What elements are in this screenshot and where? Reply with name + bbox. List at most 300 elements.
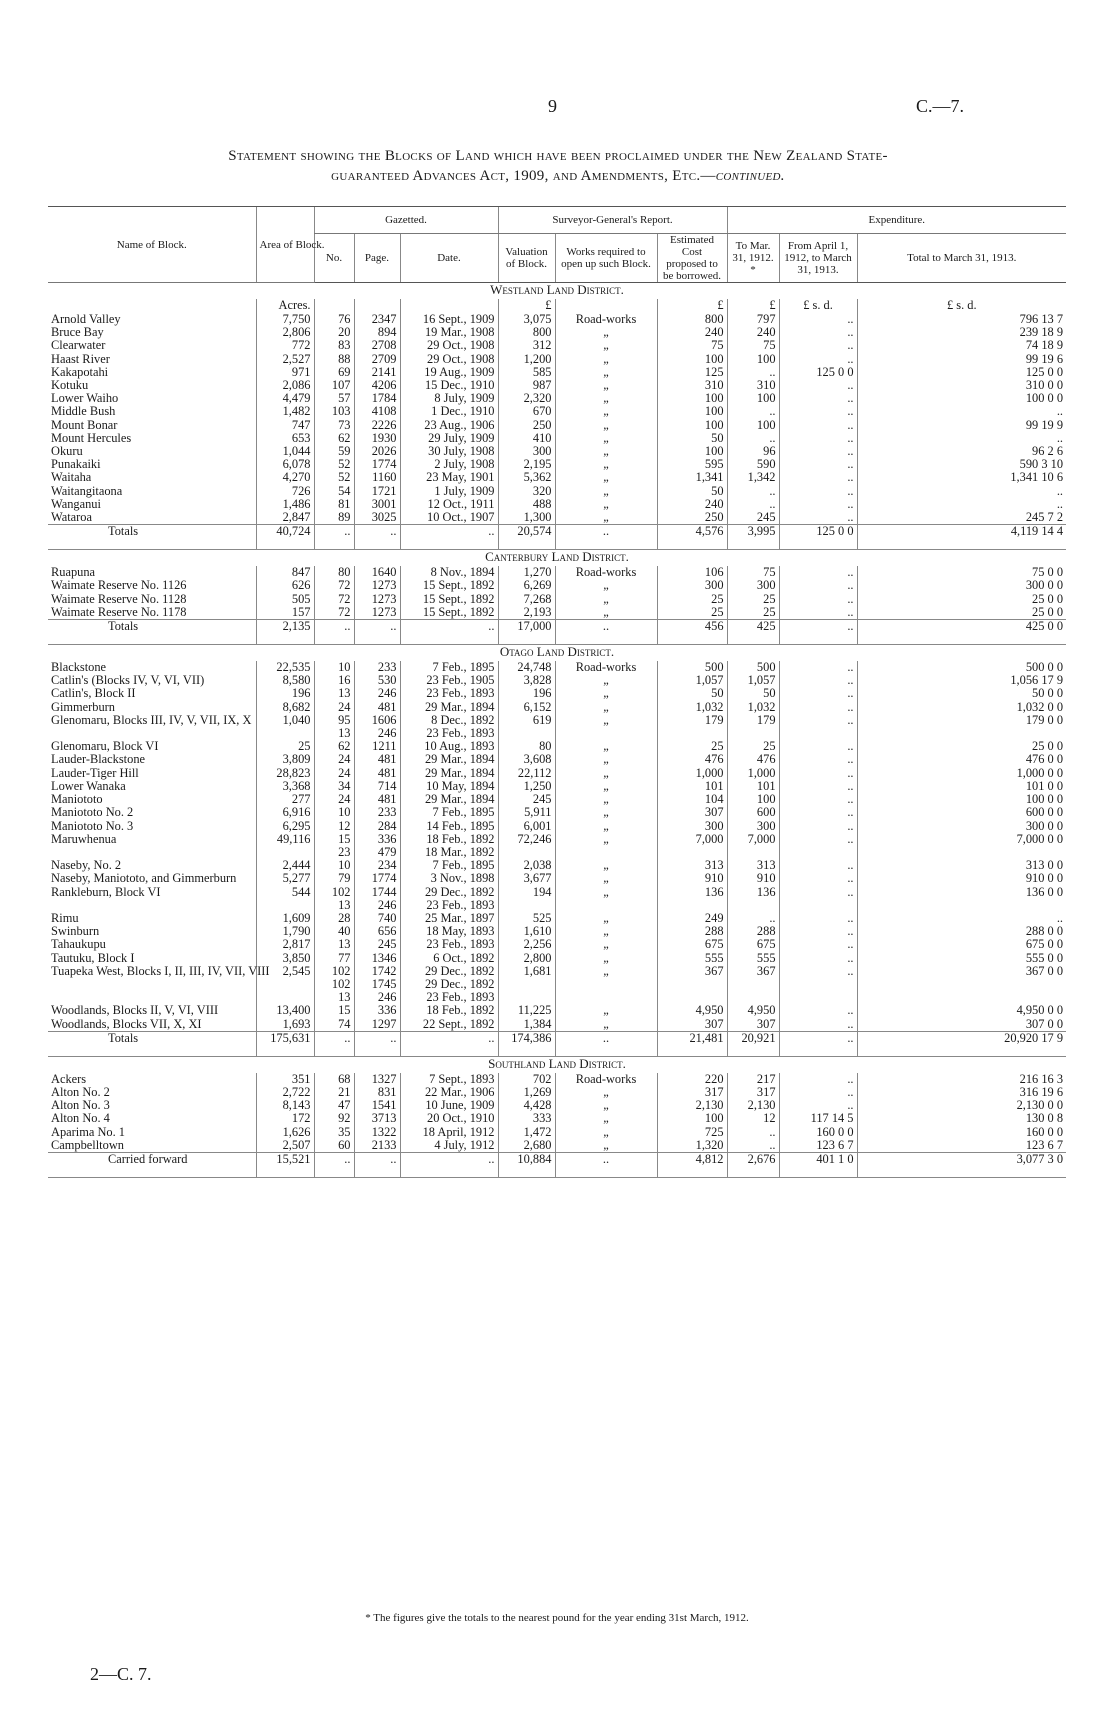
table-row (48, 313, 1066, 326)
cell: 10 (314, 859, 354, 872)
unit-cell: Acres. (256, 299, 314, 313)
cell: 22,112 (498, 767, 555, 780)
cell: 72 (314, 579, 354, 592)
cell: 702 (498, 1073, 555, 1086)
cell: .. (779, 1031, 857, 1056)
cell: 10 June, 1909 (400, 1099, 498, 1112)
cell: „ (555, 485, 657, 498)
cell: 5,911 (498, 806, 555, 819)
cell: 117 14 5 (779, 1112, 857, 1125)
cell: 13 (314, 938, 354, 951)
cell: 23 Feb., 1893 (400, 687, 498, 700)
cell: „ (555, 498, 657, 511)
cell: 505 (256, 593, 314, 606)
cell: „ (555, 1126, 657, 1139)
block-name: Okuru (51, 444, 83, 459)
district-name: Southland Land District. (488, 1055, 626, 1071)
cell: Road-works (555, 661, 657, 674)
cell: .. (779, 767, 857, 780)
cell: 74 18 9 (857, 339, 1066, 352)
cell: 10 Oct., 1907 (400, 511, 498, 525)
cell: 25 Mar., 1897 (400, 912, 498, 925)
cell: 136 0 0 (857, 886, 1066, 912)
table-row (48, 674, 1066, 687)
cell: 29 Mar., 1894 (400, 701, 498, 714)
cell (48, 714, 256, 740)
block-name: Lower Wanaka (51, 778, 126, 793)
cell: 50 (727, 687, 779, 700)
cell: 555 (727, 952, 779, 965)
table-row (48, 471, 1066, 484)
block-name: Haast River (51, 351, 110, 366)
cell: .. (779, 432, 857, 445)
block-name: Swinburn (51, 924, 100, 939)
cell: 245 (727, 511, 779, 525)
cell: .. (314, 525, 354, 550)
cell (48, 1018, 256, 1032)
cell: .. (779, 1099, 857, 1112)
cell: .. (779, 1004, 857, 1017)
block-name: Waitaha (51, 470, 92, 485)
cell: 18 Feb., 1892 18 Mar., 1892 (400, 833, 498, 859)
cell: 62 (314, 432, 354, 445)
col-area: Area of Block. (256, 207, 314, 283)
cell: 99 19 6 (857, 353, 1066, 366)
cell: 100 (727, 392, 779, 405)
statement-title (48, 146, 1068, 186)
cell: 656 (354, 925, 400, 938)
block-name: Glenomaru, Block VI (51, 739, 159, 754)
cell: 100 (727, 793, 779, 806)
cell: 21 (314, 1086, 354, 1099)
cell: 196 (498, 687, 555, 700)
cell: .. (857, 405, 1066, 418)
cell: 4,270 (256, 471, 314, 484)
block-name: Lauder-Tiger Hill (51, 765, 139, 780)
cell: 7,000 (657, 833, 727, 859)
cell: .. (779, 965, 857, 1005)
cell: 1930 (354, 432, 400, 445)
cell: 24,748 (498, 661, 555, 674)
cell: „ (555, 1004, 657, 1017)
cell: 726 (256, 485, 314, 498)
cell: 10 May, 1894 (400, 780, 498, 793)
cell: 12 (727, 1112, 779, 1125)
cell: 1273 (354, 606, 400, 620)
block-name: Catlin's, Block II (51, 686, 136, 701)
cell: .. (779, 445, 857, 458)
table-row (48, 886, 1066, 912)
table-row (48, 1086, 1066, 1099)
block-name: Lauder-Blackstone (51, 752, 146, 767)
cell: 585 (498, 366, 555, 379)
cell: .. (779, 606, 857, 620)
cell: 1327 (354, 1073, 400, 1086)
cell: .. (400, 1031, 498, 1056)
title-line-2: guaranteed Advances Act, 1909, and Amendments, Etc.—continued. (331, 168, 785, 184)
table-row (48, 566, 1066, 579)
table-row (48, 498, 1066, 511)
cell: .. (727, 405, 779, 418)
cell: 23 May, 1901 (400, 471, 498, 484)
cell: 910 (657, 872, 727, 885)
cell: 250 (498, 419, 555, 432)
cell: .. (779, 458, 857, 471)
unit-cell (400, 299, 498, 313)
cell: 2,256 (498, 938, 555, 951)
cell: 320 (498, 485, 555, 498)
cell: .. (779, 471, 857, 484)
cell: 1,681 (498, 965, 555, 1005)
cell: .. (779, 1086, 857, 1099)
cell: 125 0 0 (779, 366, 857, 379)
cell: 19 Aug., 1909 (400, 366, 498, 379)
cell: 83 (314, 339, 354, 352)
block-name: Mount Hercules (51, 430, 132, 445)
block-name: Tahaukupu (51, 937, 106, 952)
cell: 18 Feb., 1892 (400, 1004, 498, 1017)
unit-cell: £ (727, 299, 779, 313)
cell: 100 (727, 419, 779, 432)
cell: 8 July, 1909 (400, 392, 498, 405)
cell: .. (857, 498, 1066, 511)
cell: 73 (314, 419, 354, 432)
cell: 1,342 (727, 471, 779, 484)
cell: 100 (657, 419, 727, 432)
cell: 288 0 0 (857, 925, 1066, 938)
cell: .. (354, 620, 400, 645)
cell: 2347 (354, 313, 400, 326)
cell: 310 (657, 379, 727, 392)
cell: 797 (727, 313, 779, 326)
cell: 1,626 (256, 1126, 314, 1139)
cell: 351 (256, 1073, 314, 1086)
cell: „ (555, 1018, 657, 1032)
totals-row (48, 525, 1066, 550)
cell: 99 19 9 (857, 419, 1066, 432)
cell: 25 (256, 740, 314, 753)
table-row (48, 872, 1066, 885)
cell: 123 6 7 (857, 1139, 1066, 1153)
cell: 747 (256, 419, 314, 432)
cell: .. (779, 701, 857, 714)
cell: „ (555, 379, 657, 392)
cell: 22 Mar., 1906 (400, 1086, 498, 1099)
cell: .. (779, 313, 857, 326)
table-body (48, 283, 1066, 1178)
cell: 50 (657, 485, 727, 498)
cell: 894 (354, 326, 400, 339)
cell: .. (779, 780, 857, 793)
cell: .. (727, 912, 779, 925)
cell: „ (555, 326, 657, 339)
table-row (48, 392, 1066, 405)
cell: 2709 (354, 353, 400, 366)
cell: .. (779, 912, 857, 925)
units-row (48, 299, 1066, 313)
cell: .. (354, 1031, 400, 1056)
cell: 10,884 (498, 1152, 555, 1177)
cell: .. (779, 833, 857, 859)
cell: 1,032 (657, 701, 727, 714)
cell: 6,916 (256, 806, 314, 819)
col-from-april: From April 1, 1912, to March 31, 1913. (779, 234, 857, 283)
cell: 277 (256, 793, 314, 806)
district-heading (48, 283, 1066, 300)
cell: 25 (727, 606, 779, 620)
table-row (48, 379, 1066, 392)
cell: .. (779, 714, 857, 740)
cell: 1322 (354, 1126, 400, 1139)
cell: 4206 (354, 379, 400, 392)
cell (48, 606, 256, 620)
cell: 216 16 3 (857, 1073, 1066, 1086)
cell: 130 0 8 (857, 1112, 1066, 1125)
cell: 2,086 (256, 379, 314, 392)
cell: 5,362 (498, 471, 555, 484)
blocks-table (48, 206, 1066, 1178)
block-name: Tuapeka West, Blocks I, II, III, IV, VII, VIII (51, 963, 270, 978)
cell: „ (555, 1099, 657, 1112)
cell: .. (727, 1139, 779, 1153)
cell: .. (779, 793, 857, 806)
cell: .. (727, 432, 779, 445)
cell: 3713 (354, 1112, 400, 1125)
cell: 307 0 0 (857, 1018, 1066, 1032)
cell: „ (555, 938, 657, 951)
cell: 1,486 (256, 498, 314, 511)
cell: 49,116 (256, 833, 314, 859)
cell: 136 (657, 886, 727, 912)
cell: 772 (256, 339, 314, 352)
block-name: Ackers (51, 1071, 87, 1086)
cell: 367 (727, 965, 779, 1005)
cell: „ (555, 511, 657, 525)
cell: 1,341 10 6 (857, 471, 1066, 484)
cell: 123 6 7 (779, 1139, 857, 1153)
cell: .. (779, 405, 857, 418)
cell: 240 (657, 326, 727, 339)
cell: 600 (727, 806, 779, 819)
cell: „ (555, 793, 657, 806)
cell: „ (555, 432, 657, 445)
cell: 2,800 (498, 952, 555, 965)
cell: „ (555, 366, 657, 379)
cell: .. (779, 566, 857, 579)
cell: 103 (314, 405, 354, 418)
cell: 971 (256, 366, 314, 379)
table-row (48, 1018, 1066, 1032)
cell: 96 (727, 445, 779, 458)
cell: 1,609 (256, 912, 314, 925)
cell: „ (555, 419, 657, 432)
cell: 2141 (354, 366, 400, 379)
cell: 179 (657, 714, 727, 740)
cell: 2133 (354, 1139, 400, 1153)
block-name: Kakapotahi (51, 364, 109, 379)
block-name: Clearwater (51, 338, 106, 353)
col-total: Total to March 31, 1913. (857, 234, 1066, 283)
unit-cell: £ (498, 299, 555, 313)
cell: 987 (498, 379, 555, 392)
cell: .. (727, 485, 779, 498)
cell: 1640 (354, 566, 400, 579)
cell: 125 0 0 (857, 366, 1066, 379)
cell (48, 833, 256, 859)
cell: 60 (314, 1139, 354, 1153)
cell: 59 (314, 445, 354, 458)
cell: 481 (354, 701, 400, 714)
cell: .. (779, 938, 857, 951)
cell: 29 Oct., 1908 (400, 353, 498, 366)
block-name: Lower Waiho (51, 391, 119, 406)
footnote: * The figures give the totals to the nearest pound for the year ending 31st March, 1912. (365, 1612, 749, 1624)
cell: 1160 (354, 471, 400, 484)
unit-cell (314, 299, 354, 313)
cell: 1,610 (498, 925, 555, 938)
page-header (0, 96, 1114, 118)
cell: „ (555, 579, 657, 592)
cell: .. (354, 1152, 400, 1177)
cell: 72 (314, 606, 354, 620)
block-name: Carried forward (108, 1151, 188, 1166)
cell: 125 (657, 366, 727, 379)
cell: 1,250 (498, 780, 555, 793)
cell: 50 (657, 432, 727, 445)
totals-row (48, 1152, 1066, 1177)
cell: 15 23 (314, 833, 354, 859)
cell: 81 (314, 498, 354, 511)
cell: 481 (354, 767, 400, 780)
cell: 3,677 (498, 872, 555, 885)
cell: 179 (727, 714, 779, 740)
cell: 22,535 (256, 661, 314, 674)
col-date: Date. (400, 234, 498, 283)
table-row (48, 1099, 1066, 1112)
cell: 1,044 (256, 445, 314, 458)
cell: .. (779, 419, 857, 432)
cell: 300 0 0 (857, 820, 1066, 833)
cell: 20 (314, 326, 354, 339)
cell: 1744 246 (354, 886, 400, 912)
cell: 4 July, 1912 (400, 1139, 498, 1153)
cell: 25 0 0 (857, 606, 1066, 620)
cell: 800 (657, 313, 727, 326)
cell: 3,809 (256, 753, 314, 766)
cell: 4,428 (498, 1099, 555, 1112)
cell: 13 (314, 687, 354, 700)
cell: 1721 (354, 485, 400, 498)
cell: .. (314, 1152, 354, 1177)
cell: .. (779, 925, 857, 938)
block-name: Naseby, Maniototo, and Gimmerburn (51, 871, 237, 886)
cell: 24 (314, 793, 354, 806)
cell: 1,032 0 0 (857, 701, 1066, 714)
cell: 102 13 (314, 886, 354, 912)
cell: .. (354, 525, 400, 550)
cell: 4,812 (657, 1152, 727, 1177)
block-name: Totals (108, 1030, 139, 1045)
cell: 52 (314, 471, 354, 484)
block-name: Maniototo (51, 792, 103, 807)
cell: 2,680 (498, 1139, 555, 1153)
cell: 313 (727, 859, 779, 872)
cell: .. (555, 525, 657, 550)
table-row (48, 1112, 1066, 1125)
cell: 1,000 0 0 (857, 767, 1066, 780)
district-heading (48, 645, 1066, 662)
table-row (48, 445, 1066, 458)
col-name: Name of Block. (48, 207, 256, 283)
cell: 3,077 3 0 (857, 1152, 1066, 1177)
cell: „ (555, 965, 657, 1005)
unit-cell: £ s. d. (779, 299, 857, 313)
cell: 18 May, 1893 (400, 925, 498, 938)
block-name: Waimate Reserve No. 1126 (51, 578, 187, 593)
cell: 425 (727, 620, 779, 645)
cell: .. (779, 1018, 857, 1032)
cell: .. (779, 511, 857, 525)
cell: 4,576 (657, 525, 727, 550)
cell (48, 1031, 256, 1056)
cell: 307 (657, 1018, 727, 1032)
cell: .. (779, 740, 857, 753)
cell: 25 0 0 (857, 593, 1066, 606)
cell: 2708 (354, 339, 400, 352)
cell: 333 (498, 1112, 555, 1125)
cell: 500 0 0 (857, 661, 1066, 674)
cell: 6,001 (498, 820, 555, 833)
cell (48, 620, 256, 645)
cell (48, 1139, 256, 1153)
cell: .. (779, 593, 857, 606)
cell: 7,000 (727, 833, 779, 859)
table-row (48, 793, 1066, 806)
cell: 101 (657, 780, 727, 793)
cell: 796 13 7 (857, 313, 1066, 326)
cell: „ (555, 445, 657, 458)
cell: 72,246 (498, 833, 555, 859)
cell: 12 Oct., 1911 (400, 498, 498, 511)
cell: 300 (657, 820, 727, 833)
cell: 300 (657, 579, 727, 592)
cell: 316 19 6 (857, 1086, 1066, 1099)
cell: .. (314, 1031, 354, 1056)
cell: .. (727, 498, 779, 511)
cell: 1,270 (498, 566, 555, 579)
table-row (48, 606, 1066, 620)
cell: 15 Sept., 1892 (400, 606, 498, 620)
cell: .. (779, 661, 857, 674)
cell: 240 (657, 498, 727, 511)
cell: 847 (256, 566, 314, 579)
table-row (48, 326, 1066, 339)
block-name: Middle Bush (51, 404, 116, 419)
cell: 1541 (354, 1099, 400, 1112)
cell: 40 (314, 925, 354, 938)
cell: Road-works (555, 313, 657, 326)
cell: 62 (314, 740, 354, 753)
cell: 8 Dec., 1892 23 Feb., 1893 (400, 714, 498, 740)
totals-row (48, 1031, 1066, 1056)
cell: 307 (657, 806, 727, 819)
cell: 22 Sept., 1892 (400, 1018, 498, 1032)
cell: 4,950 0 0 (857, 1004, 1066, 1017)
cell: .. (400, 525, 498, 550)
cell: 544 (256, 886, 314, 912)
cell: 2026 (354, 445, 400, 458)
cell: 1,693 (256, 1018, 314, 1032)
